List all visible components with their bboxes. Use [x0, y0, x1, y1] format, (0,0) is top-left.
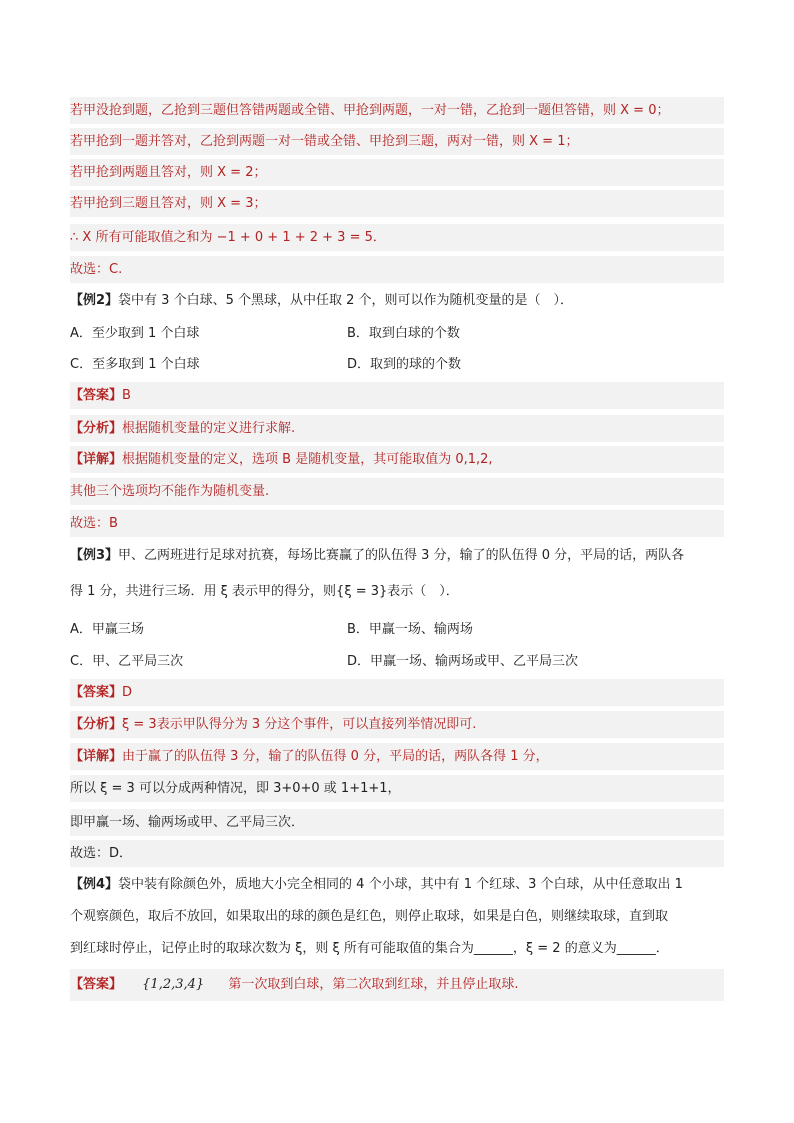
answer-value: B: [122, 388, 131, 403]
example-question-cont: 个观察颜色，取后不放回，如果取出的球的颜色是红色，则停止取球，如果是白色，则继续取球，直到取: [70, 909, 669, 924]
solution-choice: 故选：B: [70, 510, 724, 537]
example-question-cont: 到红球时停止，记停止时的取球次数为 ξ，则 ξ 所有可能取值的集合为______，ξ = 2 的意义为______．: [70, 941, 669, 956]
answer-value: D: [122, 685, 133, 700]
question-text: 袋中有 3 个白球、5 个黑球，从中任取 2 个，则可以作为随机变量的是（ ）．: [118, 293, 574, 308]
detail-line: [70, 743, 724, 770]
answer-tag: 【答案】: [70, 685, 123, 700]
solution-line: 若甲抢到两题且答对，则 X = 2；: [70, 159, 724, 186]
option-a: A．甲赢三场: [70, 622, 144, 637]
analysis-text: ξ = 3表示甲队得分为 3 分这个事件，可以直接列举情况即可.: [122, 717, 477, 732]
detail-text: 根据随机变量的定义，选项 B 是随机变量，其可能取值为 0,1,2,: [122, 452, 493, 467]
option-d: D．甲赢一场、输两场或甲、乙平局三次: [347, 654, 579, 669]
detail-line: [70, 446, 724, 473]
example-tag: 【例2】: [70, 293, 119, 308]
example-question: [70, 542, 724, 569]
detail-line: 即甲赢一场、输两场或甲、乙平局三次．: [70, 809, 724, 836]
example-question: [70, 871, 724, 898]
analysis-tag: 【分析】: [70, 421, 123, 436]
analysis-tag: 【分析】: [70, 717, 123, 732]
solution-choice: 故选：C.: [70, 256, 724, 283]
example-tag: 【例3】: [70, 548, 119, 563]
solution-line: 若甲抢到三题且答对，则 X = 3；: [70, 190, 724, 217]
solution-line: 若甲抢到一题并答对，乙抢到两题一对一错或全错、甲抢到三题，两对一错，则 X = 1；: [70, 128, 724, 155]
detail-line: 所以 ξ = 3 可以分成两种情况，即 3+0+0 或 1+1+1，: [70, 775, 724, 802]
answer-set: {1,2,3,4}: [142, 977, 205, 992]
answer-line: [70, 382, 724, 409]
option-c: C．甲、乙平局三次: [70, 654, 184, 669]
option-d: D．取到的球的个数: [347, 357, 462, 372]
question-text: 甲、乙两班进行足球对抗赛，每场比赛赢了的队伍得 3 分，输了的队伍得 0 分，平局的话，两队各: [118, 548, 685, 563]
example-question-cont: 得 1 分，共进行三场．用 ξ 表示甲的得分，则{ξ = 3}表示（ ）．: [70, 584, 459, 599]
answer-tag: 【答案】: [70, 388, 123, 403]
detail-line: 其他三个选项均不能作为随机变量.: [70, 478, 724, 505]
example-question: [70, 287, 724, 314]
answer-tag: 【答案】: [70, 977, 123, 992]
option-a: A．至少取到 1 个白球: [70, 326, 200, 341]
answer-line: [70, 679, 724, 706]
detail-tag: 【详解】: [70, 452, 123, 467]
detail-text: 由于赢了的队伍得 3 分，输了的队伍得 0 分，平局的话，两队各得 1 分，: [122, 749, 549, 764]
analysis-text: 根据随机变量的定义进行求解.: [122, 421, 296, 436]
answer-text: 第一次取到白球，第二次取到红球，并且停止取球.: [228, 977, 519, 992]
question-text: 袋中装有除颜色外，质地大小完全相同的 4 个小球，其中有 1 个红球、3 个白球，从中任意取出 1: [118, 877, 683, 892]
analysis-line: [70, 415, 724, 442]
analysis-line: [70, 711, 724, 738]
example-tag: 【例4】: [70, 877, 119, 892]
solution-line: 若甲没抢到题，乙抢到三题但答错两题或全错、甲抢到两题，一对一错，乙抢到一题但答错，则 X = 0；: [70, 97, 724, 124]
option-b: B．取到白球的个数: [347, 326, 460, 341]
answer-line: [70, 969, 724, 1001]
solution-line: ∴ X 所有可能取值之和为 −1 + 0 + 1 + 2 + 3 = 5．: [70, 224, 724, 251]
option-c: C．至多取到 1 个白球: [70, 357, 200, 372]
solution-choice: 故选：D．: [70, 840, 724, 867]
detail-tag: 【详解】: [70, 749, 123, 764]
option-b: B．甲赢一场、输两场: [347, 622, 473, 637]
